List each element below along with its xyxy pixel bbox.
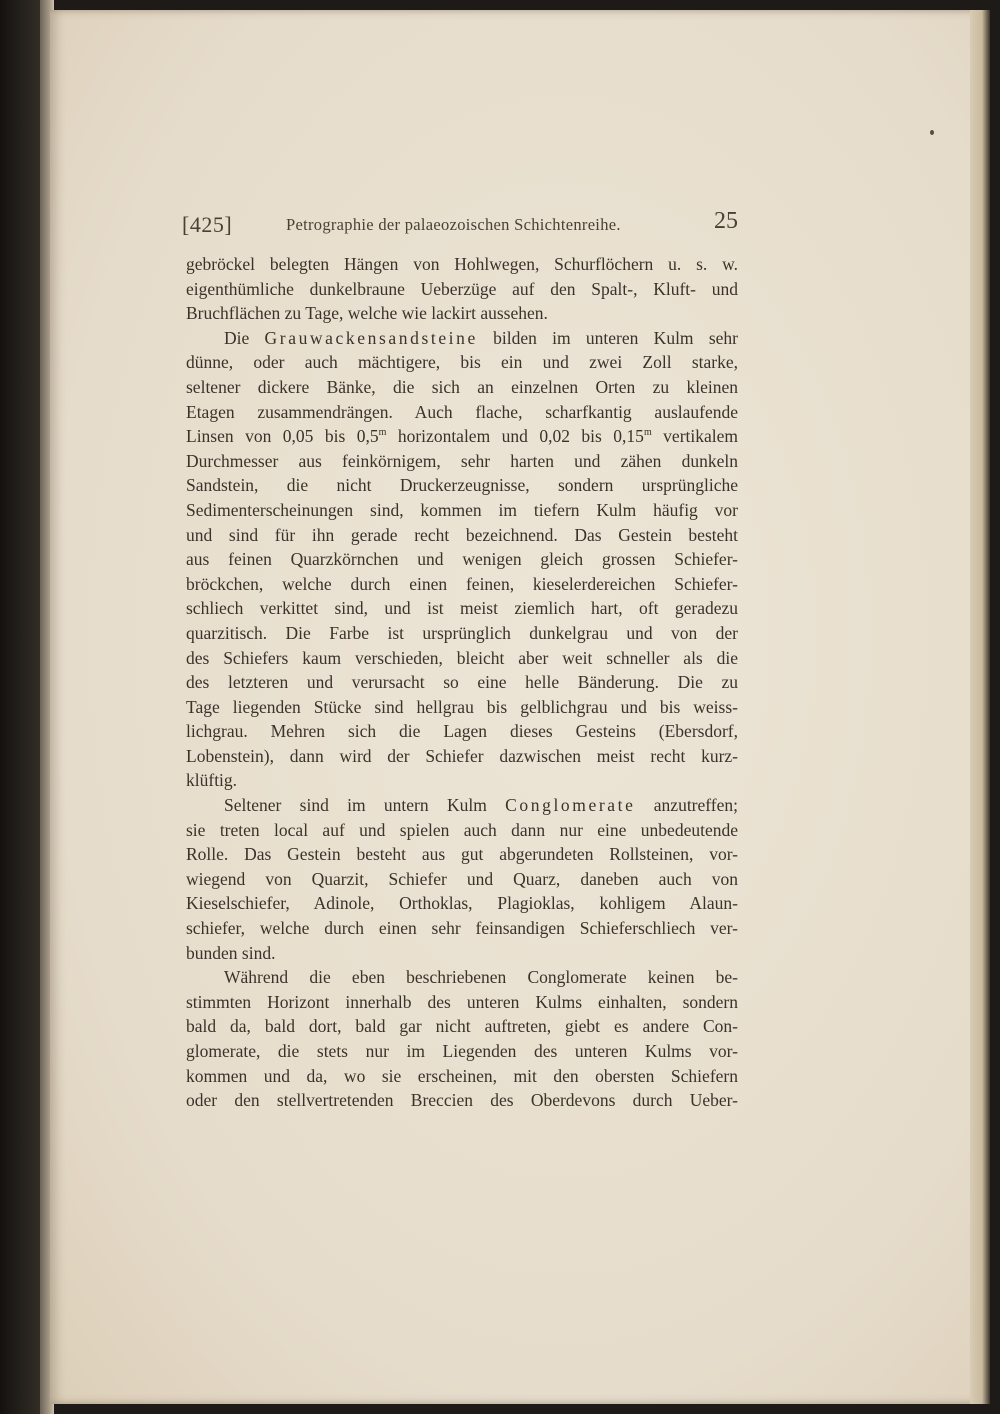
emphasized-term: Grauwackensandsteine (264, 327, 478, 348)
unit-superscript: m (378, 427, 387, 439)
text-line: gebröckel belegten Hängen von Hohlwegen, Schurflöchern u. s. w. (186, 254, 738, 274)
paper-speck (930, 130, 934, 135)
text-line: Lobenstein), dann wird der Schiefer dazwischen meist recht kurz- (186, 745, 738, 766)
text-line: lichgrau. Mehren sich die Lagen dieses Gesteins (Ebersdorf, (186, 721, 738, 742)
body-text (186, 252, 738, 1113)
text-line: glomerate, die stets nur im Liegenden des unteren Kulms vor- (186, 1041, 738, 1061)
text-line: dünne, oder auch mächtigere, bis ein und zwei Zoll starke, (186, 352, 738, 373)
text-segment: Linsen von 0,05 bis 0,5 (186, 426, 379, 447)
text-line: bald da, bald dort, bald gar nicht auftreten, giebt es andere Con- (186, 1016, 738, 1037)
text-line: des letzteren und verursacht so eine helle Bänderung. Die zu (186, 672, 738, 693)
text-line: Tage liegenden Stücke sind hellgrau bis gelblichgrau und bis weiss- (186, 696, 738, 717)
text-line: klüftig. (186, 770, 238, 791)
text-line: oder den stellvertretenden Breccien des Oberdevons durch Ueber- (186, 1090, 738, 1111)
running-title: Petrographie der palaeozoischen Schichtenreihe. (286, 215, 621, 234)
text-line: seltener dickere Bänke, die sich an einzelnen Orten zu kleinen (186, 376, 738, 397)
text-line (186, 793, 738, 818)
text-line: bunden sind. (186, 942, 276, 963)
text-line: sie treten local auf und spielen auch dann nur eine unbedeutende (186, 819, 738, 840)
text-line: wiegend von Quarzit, Schiefer und Quarz, daneben auch von (186, 868, 738, 889)
text-segment: vertikalem (651, 426, 738, 447)
text-line: schliech verkittet sind, und ist meist ziemlich hart, oft geradezu (186, 598, 738, 619)
text-segment: Die (224, 327, 265, 348)
page-edge (970, 10, 990, 1404)
text-line: schiefer, welche durch einen sehr feinsandigen Schieferschliech ver- (186, 918, 738, 939)
text-line: bröckchen, welche durch einen feinen, kieselerdereichen Schiefer- (186, 573, 738, 594)
text-line: Kieselschiefer, Adinole, Orthoklas, Plagioklas, kohligem Alaun- (186, 893, 738, 914)
text-line: stimmten Horizont innerhalb des unteren Kulms einhalten, sondern (186, 991, 738, 1012)
text-line: Bruchflächen zu Tage, welche wie lackirt aussehen. (186, 303, 548, 324)
text-line (186, 326, 738, 351)
text-segment: horizontalem und 0,02 bis 0,15 (386, 426, 644, 447)
unit-superscript: m (643, 427, 652, 439)
page-number: 25 (714, 208, 738, 234)
page-reference: [425] (182, 212, 233, 237)
emphasized-term: Conglomerate (505, 795, 636, 816)
running-header (182, 208, 738, 238)
text-line: Sedimenterscheinungen sind, kommen im tiefern Kulm häufig vor (186, 499, 738, 520)
text-line: Während die eben beschriebenen Conglomerate keinen be- (224, 967, 738, 988)
text-line: aus feinen Quarzkörnchen und wenigen gleich grossen Schiefer- (186, 549, 738, 570)
text-line: des Schiefers kaum verschieden, bleicht aber weit schneller als die (186, 647, 738, 668)
text-line: Sandstein, die nicht Druckerzeugnisse, sondern ursprüngliche (186, 475, 738, 496)
text-segment: Seltener sind im untern Kulm (224, 795, 506, 816)
text-line: Etagen zusammendrängen. Auch flache, scharfkantig auslaufende (186, 401, 738, 422)
text-line: und sind für ihn gerade recht bezeichnend. Das Gestein besteht (186, 524, 738, 545)
text-line: eigenthümliche dunkelbraune Ueberzüge auf den Spalt-, Kluft- und (186, 278, 738, 299)
text-segment: anzutreffen; (635, 795, 738, 816)
text-line: Rolle. Das Gestein besteht aus gut abgerundeten Rollsteinen, vor- (186, 844, 738, 865)
text-line: quarzitisch. Die Farbe ist ursprünglich dunkelgrau und von der (186, 622, 738, 643)
text-line (186, 424, 738, 449)
text-segment: bilden im unteren Kulm sehr (477, 327, 738, 348)
text-line: kommen und da, wo sie erscheinen, mit den obersten Schiefern (186, 1065, 738, 1086)
text-line: Durchmesser aus feinkörnigem, sehr harten und zähen dunkeln (186, 450, 738, 471)
